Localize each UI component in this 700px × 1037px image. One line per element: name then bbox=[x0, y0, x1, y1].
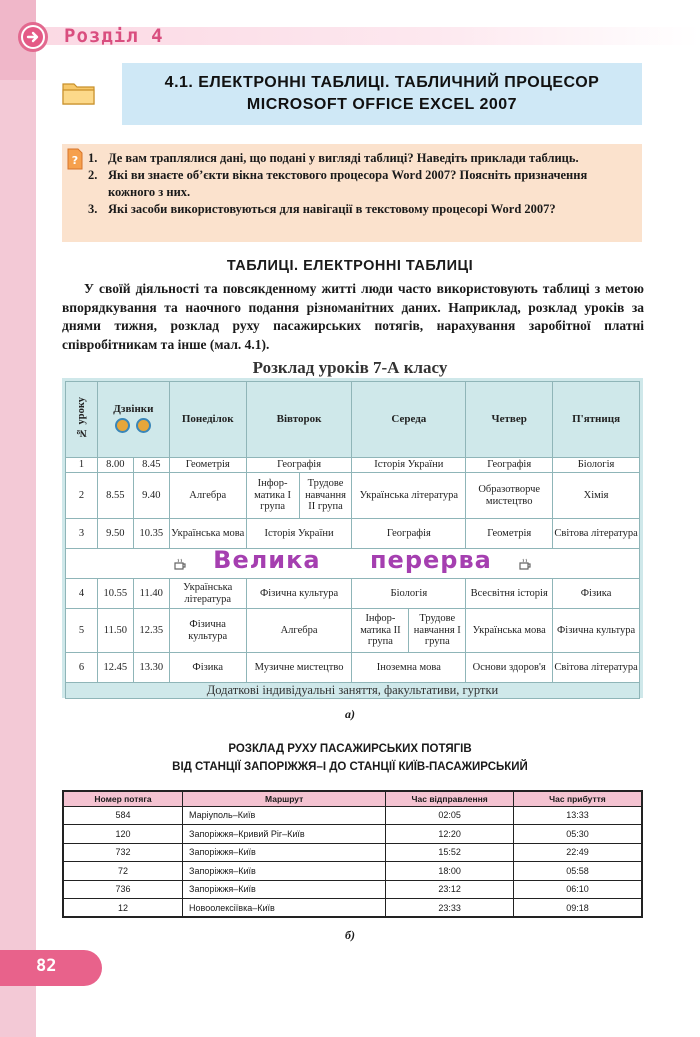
table-row: 2 8.55 9.40 Алгебра Інфор-матика І група Трудове навчання ІІ група Українська література Образотворче мистецтво Хімія bbox=[66, 473, 640, 519]
train-schedule-title: РОЗКЛАД РУХУ ПАСАЖИРСЬКИХ ПОТЯГІВ ВІД СТАНЦІЇ ЗАПОРІЖЖЯ–І ДО СТАНЦІЇ КИЇВ-ПАСАЖИРСЬКИЙ bbox=[172, 743, 528, 773]
table-row: 120 Запоріжжя–Кривий Ріг–Київ 12:20 05:30 bbox=[63, 825, 642, 844]
table-row: 736 Запоріжжя–Київ 23:12 06:10 bbox=[63, 880, 642, 899]
bell-icon bbox=[136, 418, 151, 433]
topic-title-line2: MICROSOFT OFFICE EXCEL 2007 bbox=[246, 96, 518, 113]
table-row: 732 Запоріжжя–Київ 15:52 22:49 bbox=[63, 843, 642, 862]
table-row: 12 Новоолексіївка–Київ 23:33 09:18 bbox=[63, 899, 642, 918]
question-item: 2. Які ви знаєте об’єкти вікна текстового процесора Word 2007? Поясніть призначення кожного з них. bbox=[88, 168, 588, 199]
table-row: 3 9.50 10.35 Українська мова Історія України Географія Геометрія Світова література bbox=[66, 519, 640, 549]
topic-title-box bbox=[122, 63, 642, 125]
table-row: 5 11.50 12.35 Фізична культура Алгебра Інфор-матика ІІ група Трудове навчання І група Українська мова Фізична культура bbox=[66, 609, 640, 653]
section-title: Розділ 4 bbox=[64, 25, 164, 47]
question-item: 3. Які засоби використовуються для навігації в текстовому процесорі Word 2007? bbox=[88, 202, 556, 216]
table-row: 6 12.45 13.30 Фізика Музичне мистецтво Іноземна мова Основи здоров'я Світова література bbox=[66, 653, 640, 683]
bell-icon bbox=[115, 418, 130, 433]
header-day: Четвер bbox=[466, 382, 553, 458]
header-day: П'ятниця bbox=[553, 382, 640, 458]
folder-icon bbox=[62, 80, 96, 110]
intro-paragraph: У своїй діяльності та повсякденному житті люди часто використовують таблиці з метою впорядкування та наочного подання різноманітних даних. Наприклад, розклад уроків за днями тижня, розклад руху пасажирських потягів, нарахування заробітної платні співробітникам та інше (мал. 4.1). bbox=[62, 281, 644, 352]
coffee-cup-icon bbox=[173, 558, 187, 572]
subheading: ТАБЛИЦІ. ЕЛЕКТРОННІ ТАБЛИЦІ bbox=[226, 258, 474, 274]
figure-caption-a: а) bbox=[345, 707, 355, 721]
review-questions bbox=[62, 144, 642, 242]
header-lesson-number: № уроку bbox=[66, 382, 98, 458]
topic-title-line1: 4.1. ЕЛЕКТРОННІ ТАБЛИЦІ. ТАБЛИЧНИЙ ПРОЦЕСОР bbox=[164, 74, 600, 91]
page-number: 82 bbox=[36, 956, 57, 976]
table-row: 584 Маріуполь–Київ 02:05 13:33 bbox=[63, 806, 642, 825]
header-bells: Дзвінки bbox=[97, 382, 169, 458]
lesson-schedule-table bbox=[62, 378, 643, 698]
page-number-tab bbox=[0, 950, 102, 986]
extra-activities-row: Додаткові індивідуальні заняття, факультативи, гуртки bbox=[66, 683, 640, 699]
coffee-cup-icon bbox=[518, 558, 532, 572]
section-arrow-icon bbox=[18, 22, 48, 52]
break-label: Велика перерва bbox=[213, 545, 492, 574]
table-row: 1 8.00 8.45 Геометрія Географія Історія України Географія Біологія bbox=[66, 458, 640, 473]
break-row bbox=[66, 549, 640, 579]
header-day: Середа bbox=[352, 382, 466, 458]
header-day: Понеділок bbox=[169, 382, 246, 458]
svg-text:?: ? bbox=[71, 154, 79, 167]
schedule-title: Розклад уроків 7-А класу bbox=[252, 358, 448, 377]
table-row: 72 Запоріжжя–Київ 18:00 05:58 bbox=[63, 862, 642, 881]
figure-caption-b: б) bbox=[345, 928, 355, 942]
table-header-row: Номер потяга Маршрут Час відправлення Час прибуття bbox=[63, 791, 642, 806]
left-margin-strip bbox=[0, 0, 36, 1037]
question-icon bbox=[66, 148, 84, 174]
header-day: Вівторок bbox=[246, 382, 352, 458]
question-item: 1. Де вам траплялися дані, що подані у вигляді таблиці? Наведіть приклади таблиць. bbox=[88, 151, 579, 165]
train-schedule-table bbox=[62, 790, 643, 918]
table-row: 4 10.55 11.40 Українська література Фізична культура Біологія Всесвітня історія Фізика bbox=[66, 579, 640, 609]
